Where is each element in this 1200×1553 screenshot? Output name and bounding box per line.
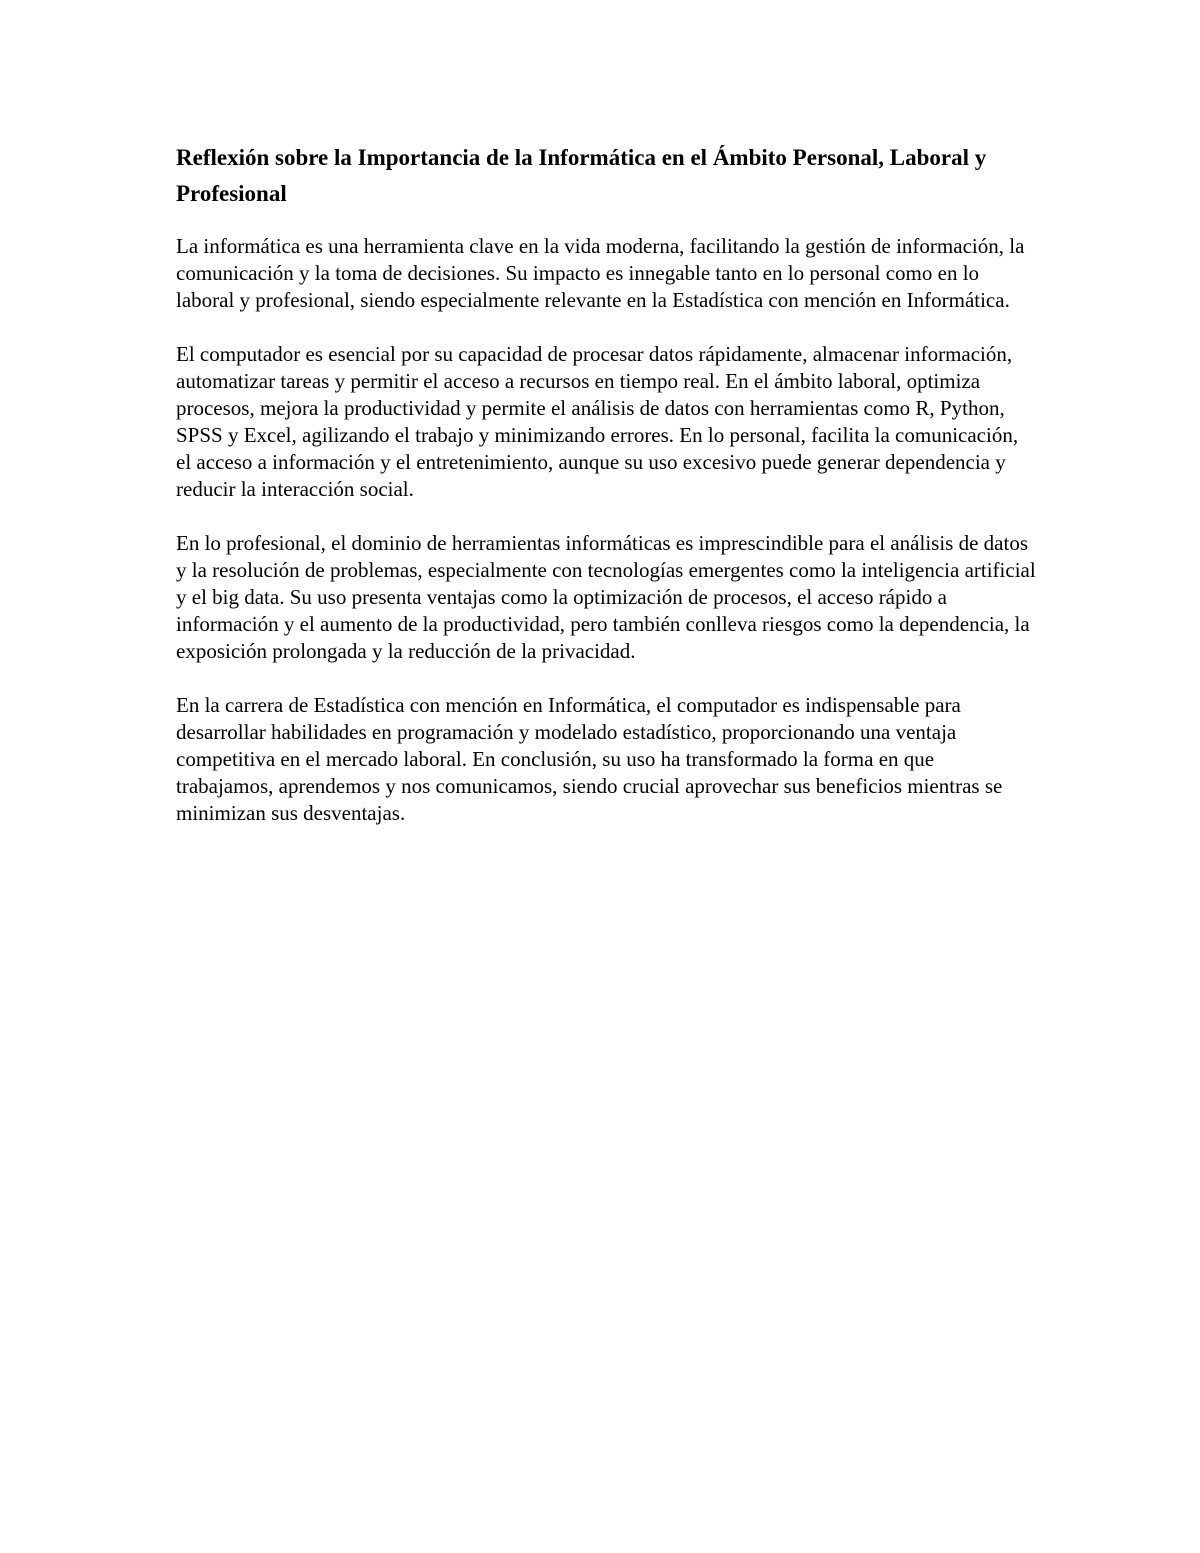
paragraph-conclusion: En la carrera de Estadística con mención en Informática, el computador es indispensable para desarrollar habilidades en programación y modelado estadístico, proporcionando una ventaja competitiva en el mercado laboral. En conclusión, su uso ha transformado la forma en que trabajamos, aprendemos y nos comunicamos, siendo crucial aprovechar sus beneficios mientras se minimizan sus desventajas. [176, 693, 1003, 825]
paragraph-professional: En lo profesional, el dominio de herramientas informáticas es imprescindible para el análisis de datos y la resolución de problemas, especialmente con tecnologías emergentes como la inteligencia artificial y el big data. Su uso presenta ventajas como la optimización de procesos, el acceso rápido a información y el aumento de la productividad, pero también conlleva riesgos como la dependencia, la exposición prolongada y la reducción de la privacidad. [176, 531, 1036, 663]
paragraph-intro: La informática es una herramienta clave en la vida moderna, facilitando la gestión de información, la comunicación y la toma de decisiones. Su impacto es innegable tanto en lo personal como en lo laboral y profesional, siendo especialmente relevante en la Estadística con mención en Informática. [176, 234, 1025, 312]
document-body [176, 140, 1036, 854]
paragraph-computer: El computador es esencial por su capacidad de procesar datos rápidamente, almacenar información, automatizar tareas y permitir el acceso a recursos en tiempo real. En el ámbito laboral, optimiza procesos, mejora la productividad y permite el análisis de datos con herramientas como R, Python, SPSS y Excel, agilizando el trabajo y minimizando errores. En lo personal, facilita la comunicación, el acceso a información y el entretenimiento, aunque su uso excesivo puede generar dependencia y reducir la interacción social. [176, 342, 1019, 501]
document-title: Reflexión sobre la Importancia de la Informática en el Ámbito Personal, Laboral y Profesional [176, 145, 987, 206]
